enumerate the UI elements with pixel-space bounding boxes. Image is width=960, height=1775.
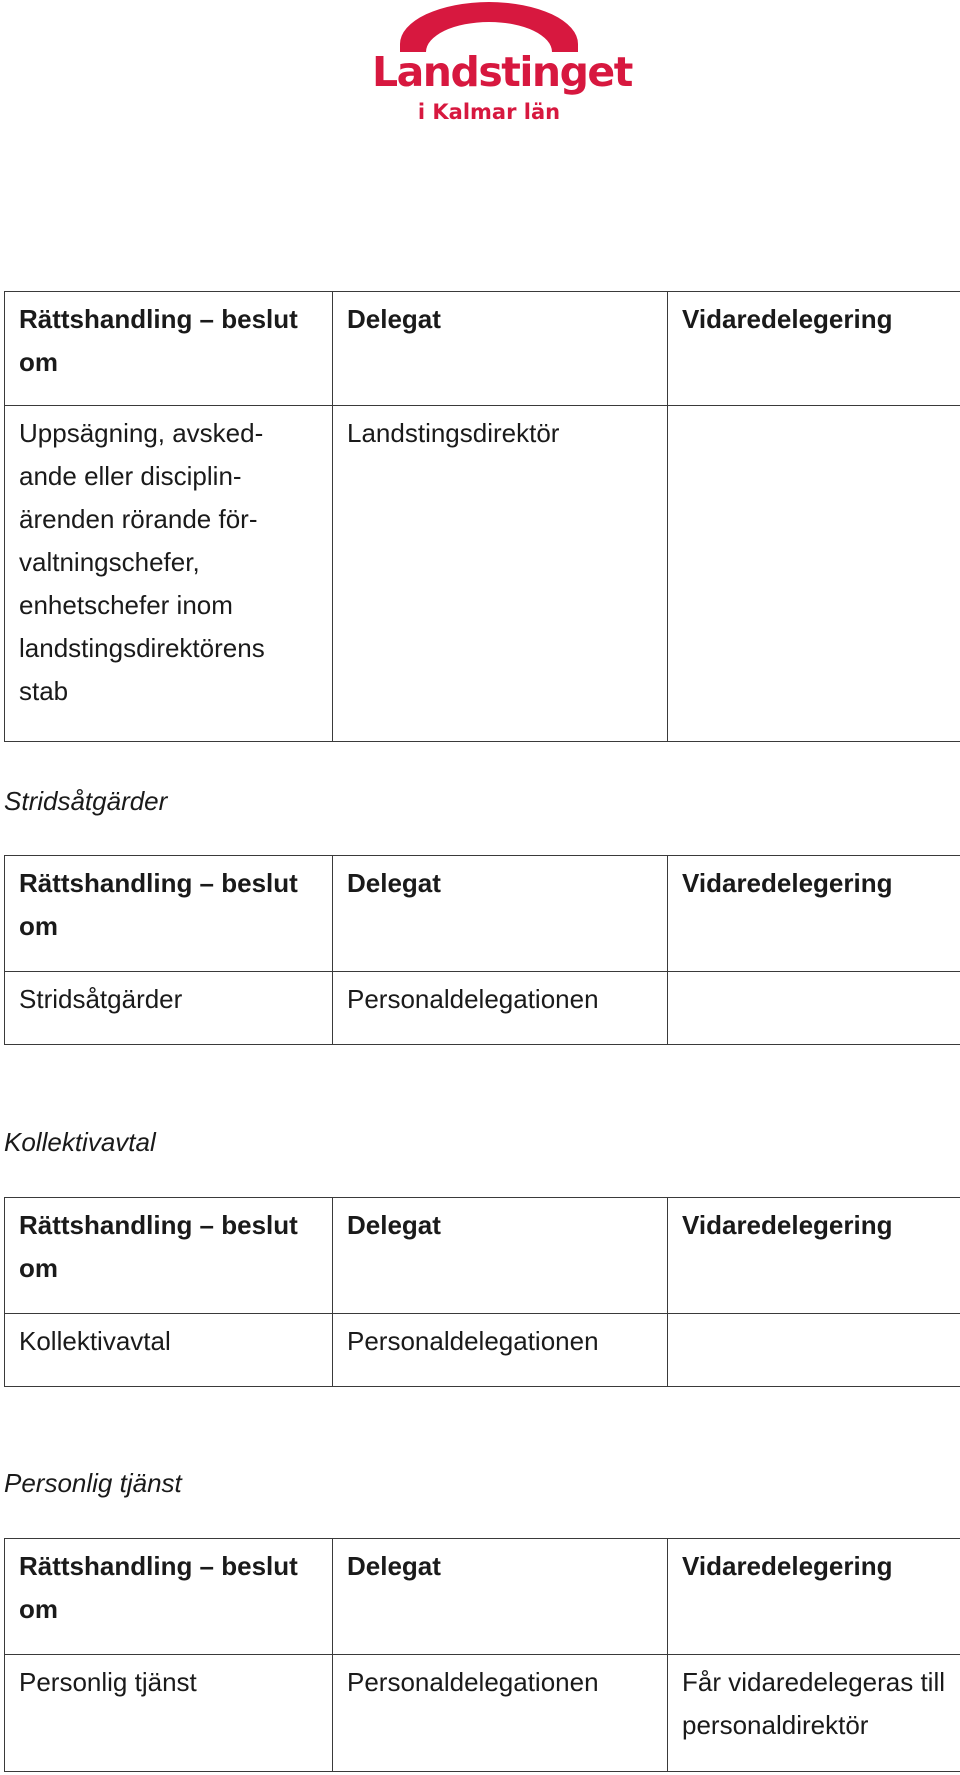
header-rattshandling: Rättshandling – beslut om <box>5 292 333 406</box>
header-rattshandling: Rättshandling – beslut om <box>5 1198 333 1314</box>
table-header-row <box>5 856 960 972</box>
header-vidaredelegering: Vidaredelegering <box>668 292 960 406</box>
cell-delegat: Personaldelegationen <box>333 972 668 1045</box>
cell-rattshandling: Personlig tjänst <box>5 1655 333 1772</box>
table-row <box>5 972 960 1045</box>
cell-vidaredelegering <box>668 972 960 1045</box>
logo-wordmark: Landstinget <box>372 48 632 96</box>
section-title-personlig-tjanst: Personlig tjänst <box>4 1468 182 1498</box>
table-header-row <box>5 1198 960 1314</box>
cell-rattshandling: Uppsägning, avsked-ande eller disciplin-ärenden rörande för-valtningschefer, enhetschefer inom landstingsdirektörens stab <box>5 406 333 742</box>
landstinget-logo <box>372 0 632 130</box>
delegation-table-uppsagning <box>4 291 960 742</box>
table-header-row <box>5 1539 960 1655</box>
header-rattshandling: Rättshandling – beslut om <box>5 1539 333 1655</box>
cell-delegat: Personaldelegationen <box>333 1655 668 1772</box>
logo-subtitle: i Kalmar län <box>417 100 561 124</box>
delegation-table-kollektivavtal <box>4 1197 960 1387</box>
cell-delegat: Landstingsdirektör <box>333 406 668 742</box>
header-vidaredelegering: Vidaredelegering <box>668 1539 960 1655</box>
header-vidaredelegering: Vidaredelegering <box>668 1198 960 1314</box>
table-row <box>5 1655 960 1772</box>
header-delegat: Delegat <box>333 856 668 972</box>
cell-vidaredelegering <box>668 406 960 742</box>
header-delegat: Delegat <box>333 1539 668 1655</box>
table-row <box>5 406 960 742</box>
cell-vidaredelegering: Får vidaredelegeras till personaldirektör <box>668 1655 960 1772</box>
delegation-table-personlig-tjanst <box>4 1538 960 1772</box>
cell-delegat: Personaldelegationen <box>333 1314 668 1387</box>
cell-vidaredelegering <box>668 1314 960 1387</box>
header-rattshandling: Rättshandling – beslut om <box>5 856 333 972</box>
table-row <box>5 1314 960 1387</box>
cell-rattshandling: Kollektivavtal <box>5 1314 333 1387</box>
cell-rattshandling: Stridsåtgärder <box>5 972 333 1045</box>
section-title-stridsatgarder: Stridsåtgärder <box>4 786 168 816</box>
delegation-table-stridsatgarder <box>4 855 960 1045</box>
table-header-row <box>5 292 960 406</box>
header-vidaredelegering: Vidaredelegering <box>668 856 960 972</box>
header-delegat: Delegat <box>333 292 668 406</box>
header-delegat: Delegat <box>333 1198 668 1314</box>
section-title-kollektivavtal: Kollektivavtal <box>4 1127 156 1157</box>
